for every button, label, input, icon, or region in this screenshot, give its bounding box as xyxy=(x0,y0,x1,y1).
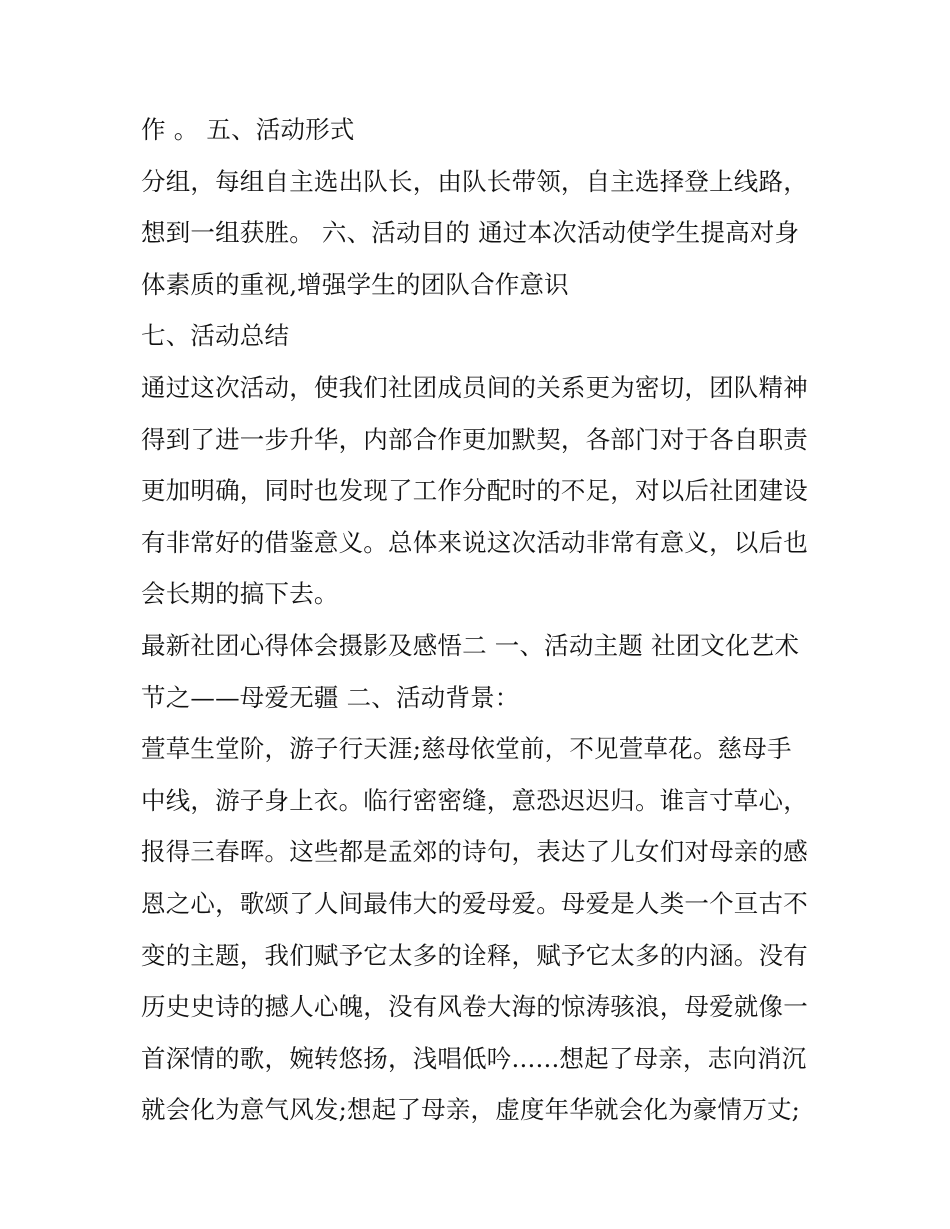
text-line: 通过这次活动，使我们社团成员间的关系更为密切，团队精神 xyxy=(141,372,808,402)
document-body xyxy=(141,110,831,1142)
text-line: 变的主题，我们赋予它太多的诠释，赋予它太多的内涵。没有 xyxy=(141,940,808,970)
text-line: 得到了进一步升华，内部合作更加默契，各部门对于各自职责 xyxy=(141,424,808,454)
text-line: 首深情的歌，婉转悠扬，浅唱低吟......想起了母亲，志向消沉 xyxy=(141,1043,807,1073)
text-line: 有非常好的借鉴意义。总体来说这次活动非常有意义，以后也 xyxy=(141,527,808,557)
text-line: 就会化为意气风发;想起了母亲，虚度年华就会化为豪情万丈; xyxy=(141,1095,801,1125)
text-line: 恩之心，歌颂了人间最伟大的爱母爱。母爱是人类一个亘古不 xyxy=(141,888,808,918)
text-line: 中线，游子身上衣。临行密密缝，意恐迟迟归。谁言寸草心， xyxy=(141,785,808,815)
text-line: 体素质的重视,增强学生的团队合作意识 xyxy=(141,269,569,299)
text-line: 作 。 五、活动形式 xyxy=(141,115,355,144)
text-line: 萱草生堂阶，游子行天涯;慈母依堂前，不见萱草花。慈母手 xyxy=(141,734,792,764)
section-heading: 七、活动总结 xyxy=(141,321,290,351)
text-line: 想到一组获胜。 六、活动目的 通过本次活动使学生提高对身 xyxy=(141,218,800,248)
text-line: 分组，每组自主选出队长，由队长带领，自主选择登上线路， xyxy=(141,166,808,196)
text-line: 节之——母爱无疆 二、活动背景： xyxy=(141,682,520,712)
text-line: 更加明确，同时也发现了工作分配时的不足，对以后社团建设 xyxy=(141,476,808,506)
text-line: 最新社团心得体会摄影及感悟二 一、活动主题 社团文化艺术 xyxy=(141,630,800,660)
text-line: 报得三春晖。这些都是孟郊的诗句，表达了儿女们对母亲的感 xyxy=(141,837,808,867)
text-line: 会长期的搞下去。 xyxy=(141,579,339,609)
text-line: 历史史诗的撼人心魄，没有风卷大海的惊涛骇浪，母爱就像一 xyxy=(141,992,808,1022)
